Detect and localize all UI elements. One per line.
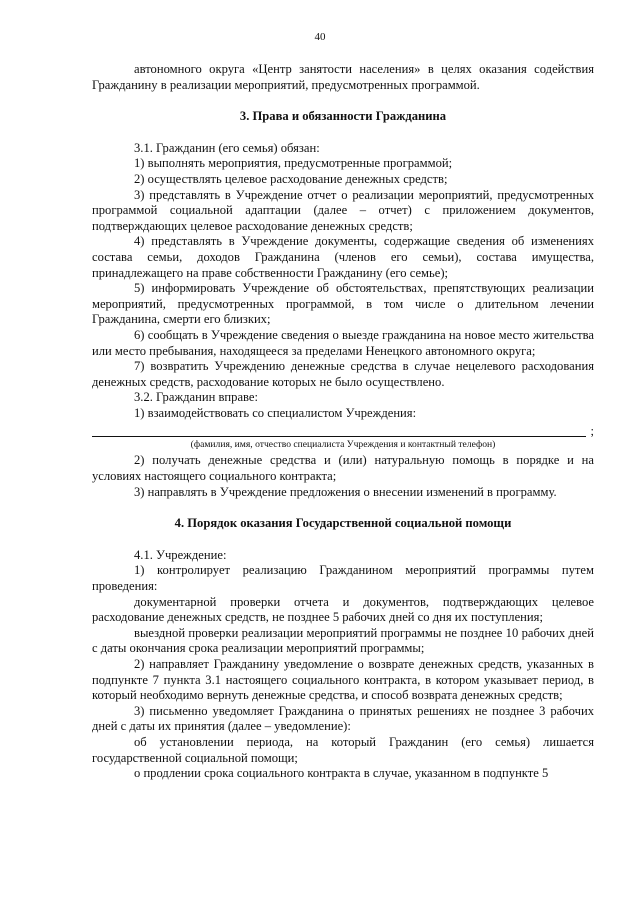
clause-3-1-item-5: 5) информировать Учреждение об обстоятельствах, препятствующих реализации мероприятий, предусмотренных программой, в том числе о длительном лечении Гражданина, смерти его близких;	[92, 281, 594, 327]
clause-3-1-item-1: 1) выполнять мероприятия, предусмотренные программой;	[134, 156, 453, 171]
clause-4-1-item-3: 3) письменно уведомляет Гражданина о принятых решениях не позднее 3 рабочих дней с даты их принятия (далее – уведомление):	[92, 703, 594, 734]
clause-3-2-item-1: 1) взаимодействовать со специалистом Учреждения:	[134, 405, 417, 420]
clause-4-1: 4.1. Учреждение:	[134, 547, 227, 562]
clause-3-1-item-3: 3) представлять в Учреждение отчет о реализации мероприятий, предусмотренных программой социальной адаптации (далее – отчет) с приложением документов, подтверждающих целевое расходование денежных средств;	[92, 187, 594, 233]
section-3-heading: 3. Права и обязанности Гражданина	[239, 109, 447, 124]
clause-4-1-item-2: 2) направляет Гражданину уведомление о возврате денежных средств, указанных в подпункте 7 пункта 3.1 настоящего социального контракта, в котором указывает период, в который необходимо вернуть денежные средства, и способ возврата денежных средств;	[92, 657, 594, 703]
clause-3-2-item-2: 2) получать денежные средства и (или) натуральную помощь в порядке и на условиях настоящего социального контракта;	[92, 453, 594, 484]
clause-3-1-item-2: 2) осуществлять целевое расходование денежных средств;	[134, 171, 448, 186]
clause-4-1-item-3-a: об установлении периода, на который Гражданин (его семья) лишается государственной социальной помощи;	[92, 734, 594, 765]
page-number: 40	[314, 31, 326, 43]
clause-3-2-item-3: 3) направлять в Учреждение предложения о внесении изменений в программу.	[134, 484, 557, 499]
clause-4-1-item-1-b: выездной проверки реализации мероприятий программы не позднее 10 рабочих дней с даты окончания срока реализации мероприятий программы;	[92, 625, 594, 656]
clause-3-1-item-7: 7) возвратить Учреждению денежные средства в случае нецелевого расходования денежных средств, расходование которых не было осуществлено.	[92, 359, 594, 389]
line-semicolon: ;	[590, 423, 594, 438]
clause-3-1: 3.1. Гражданин (его семья) обязан:	[134, 140, 320, 155]
clause-3-2: 3.2. Гражданин вправе:	[134, 390, 259, 405]
intro-paragraph: автономного округа «Центр занятости населения» в целях оказания содействия Гражданину в реализации мероприятий, предусмотренных программой.	[92, 62, 594, 92]
specialist-fill-in-line	[92, 423, 594, 439]
clause-4-1-item-1-a: документарной проверки отчета и документов, подтверждающих целевое расходование денежных средств, не позднее 5 рабочих дней со дня их поступления;	[92, 594, 594, 625]
clause-4-1-item-3-b: о продлении срока социального контракта в случае, указанном в подпункте 5	[134, 766, 549, 781]
fill-in-caption: (фамилия, имя, отчество специалиста Учреждения и контактный телефон)	[190, 439, 496, 451]
blank-line	[92, 436, 586, 437]
clause-3-1-item-4: 4) представлять в Учреждение документы, содержащие сведения об изменениях состава семьи, доходов Гражданина (членов его семьи), состава имущества, принадлежащего на праве собственности Гражданину (его семье);	[92, 234, 594, 280]
document-body	[92, 62, 594, 782]
clause-3-1-item-6: 6) сообщать в Учреждение сведения о выезде гражданина на новое место жительства или место пребывания, находящееся за пределами Ненецкого автономного округа;	[92, 327, 594, 358]
section-4-heading: 4. Порядок оказания Государственной социальной помощи	[174, 516, 512, 531]
clause-4-1-item-1: 1) контролирует реализацию Гражданином мероприятий программы путем проведения:	[92, 563, 594, 594]
